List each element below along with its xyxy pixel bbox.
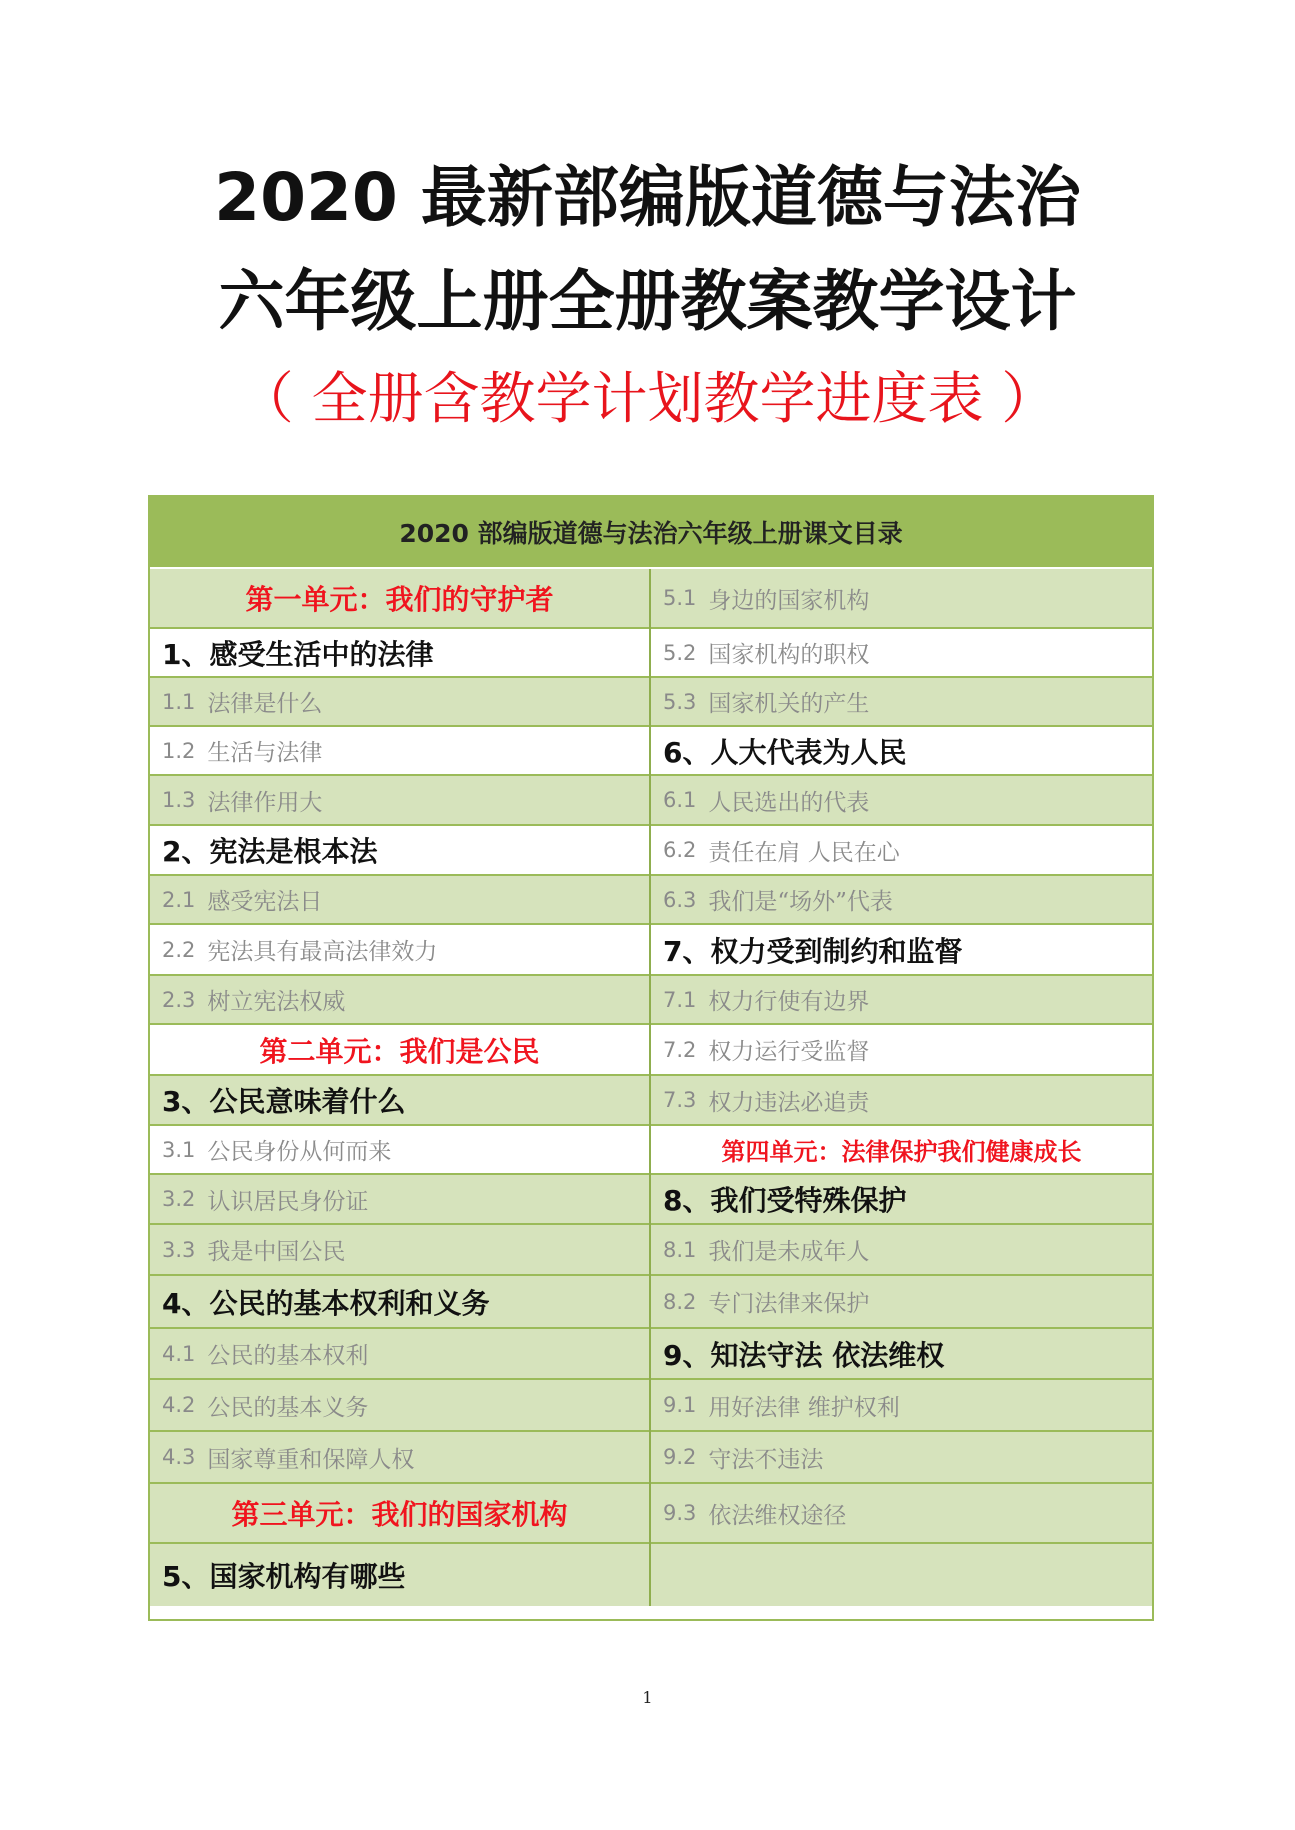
unit-heading: 第二单元：我们是公民: [150, 1025, 649, 1076]
subsection-number: 7.3: [663, 1088, 697, 1112]
toc-left-column: [150, 569, 651, 1606]
subsection-label: 国家机构的职权: [708, 642, 870, 668]
toc-grid: [150, 569, 1152, 1606]
subsection-label: 公民的基本权利: [207, 1343, 369, 1369]
subsection-item: [150, 776, 649, 826]
subsection-label: 人民选出的代表: [708, 789, 870, 816]
subsection-label: 法律作用大: [207, 789, 323, 816]
subsection-number: 8.2: [663, 1289, 697, 1314]
subsection-item: [651, 1025, 1152, 1076]
subsection-label: 专门法律来保护: [708, 1291, 870, 1317]
subsection-item: [150, 678, 649, 727]
lesson-title: 5、国家机构有哪些: [150, 1544, 649, 1606]
document-title-line-2: 六年级上册全册教案教学设计: [218, 263, 1077, 340]
toc-table: [148, 495, 1154, 1621]
subsection-item: [651, 1432, 1152, 1484]
subsection-number: 1.2: [162, 738, 196, 763]
subsection-item: [150, 976, 649, 1025]
lesson-title: 7、权力受到制约和监督: [651, 925, 1152, 976]
subsection-label: 树立宪法权威: [207, 989, 346, 1015]
subsection-item: [651, 569, 1152, 629]
subsection-item: [651, 876, 1152, 925]
subsection-item: [150, 1175, 649, 1225]
subsection-number: 6.1: [663, 788, 697, 812]
subsection-label: 公民的基本义务: [207, 1394, 369, 1421]
subsection-item: [651, 826, 1152, 876]
subsection-label: 宪法具有最高法律效力: [207, 939, 438, 965]
subsection-label: 我是中国公民: [207, 1239, 346, 1265]
unit-heading: 第一单元：我们的守护者: [150, 569, 649, 629]
subsection-number: 5.3: [663, 689, 697, 714]
document-title-line-1: 2020 最新部编版道德与法治: [214, 159, 1081, 236]
subsection-number: 6.3: [663, 887, 697, 912]
unit-heading: 第三单元：我们的国家机构: [150, 1484, 649, 1544]
subsection-number: 8.1: [663, 1237, 697, 1262]
unit-heading: 第四单元：法律保护我们健康成长: [651, 1126, 1152, 1175]
subsection-label: 国家尊重和保障人权: [207, 1446, 415, 1473]
subsection-label: 公民身份从何而来: [207, 1139, 392, 1165]
subsection-item: [651, 1380, 1152, 1432]
subsection-label: 我们是未成年人: [708, 1239, 870, 1265]
subsection-label: 责任在肩 人民在心: [708, 839, 900, 866]
subsection-item: [651, 1225, 1152, 1276]
subsection-number: 5.2: [663, 640, 697, 665]
subsection-label: 用好法律 维护权利: [708, 1394, 900, 1421]
lesson-title: 4、公民的基本权利和义务: [150, 1276, 649, 1329]
subsection-item: [150, 1126, 649, 1175]
subsection-item: [651, 678, 1152, 727]
subsection-number: 1.1: [162, 689, 196, 714]
subsection-label: 权力违法必追责: [708, 1089, 870, 1116]
subsection-label: 身边的国家机构: [708, 587, 870, 614]
subsection-number: 6.2: [663, 838, 697, 862]
subsection-item: [651, 776, 1152, 826]
subsection-label: 我们是“场外”代表: [708, 889, 893, 915]
lesson-title: 2、宪法是根本法: [150, 826, 649, 876]
subsection-number: 3.1: [162, 1137, 196, 1162]
lesson-title: 9、知法守法 依法维权: [651, 1329, 1152, 1380]
subsection-number: 9.3: [663, 1501, 697, 1525]
subsection-label: 守法不违法: [708, 1446, 824, 1473]
subsection-number: 4.2: [162, 1393, 196, 1417]
subsection-number: 4.3: [162, 1445, 196, 1469]
subsection-number: 5.1: [663, 586, 697, 610]
subsection-label: 依法维权途径: [708, 1502, 847, 1529]
lesson-title: 8、我们受特殊保护: [651, 1175, 1152, 1225]
subsection-number: 7.2: [663, 1037, 697, 1062]
subsection-label: 国家机关的产生: [708, 691, 870, 717]
subsection-item: [150, 1225, 649, 1276]
subsection-number: 4.1: [162, 1341, 196, 1366]
subsection-number: 3.2: [162, 1187, 196, 1211]
subsection-number: 7.1: [663, 987, 697, 1012]
empty-cell: [651, 1544, 1152, 1606]
subsection-number: 2.3: [162, 987, 196, 1012]
page-number: 1: [642, 1688, 653, 1707]
subsection-item: [651, 629, 1152, 678]
lesson-title: 3、公民意味着什么: [150, 1076, 649, 1126]
subsection-item: [651, 976, 1152, 1025]
subsection-item: [150, 876, 649, 925]
subsection-number: 9.1: [663, 1393, 697, 1417]
subsection-item: [150, 1380, 649, 1432]
toc-right-column: [651, 569, 1152, 1606]
subsection-number: 2.2: [162, 937, 196, 962]
subsection-item: [150, 925, 649, 976]
subsection-label: 感受宪法日: [207, 889, 323, 915]
subsection-item: [651, 1276, 1152, 1329]
subsection-label: 权力行使有边界: [708, 989, 870, 1015]
document-subtitle: （ 全册含教学计划教学进度表 ）: [237, 367, 1058, 432]
subsection-label: 法律是什么: [207, 691, 323, 717]
subsection-number: 1.3: [162, 788, 196, 812]
subsection-label: 生活与法律: [207, 740, 323, 766]
subsection-item: [651, 1484, 1152, 1544]
subsection-number: 9.2: [663, 1445, 697, 1469]
subsection-label: 权力运行受监督: [708, 1039, 870, 1065]
subsection-item: [150, 727, 649, 776]
toc-header: 2020 部编版道德与法治六年级上册课文目录: [150, 497, 1152, 569]
lesson-title: 1、感受生活中的法律: [150, 629, 649, 678]
subsection-item: [150, 1432, 649, 1484]
subsection-number: 3.3: [162, 1237, 196, 1262]
subsection-item: [150, 1329, 649, 1380]
subsection-item: [651, 1076, 1152, 1126]
subsection-label: 认识居民身份证: [207, 1188, 369, 1215]
lesson-title: 6、人大代表为人民: [651, 727, 1152, 776]
subsection-number: 2.1: [162, 887, 196, 912]
